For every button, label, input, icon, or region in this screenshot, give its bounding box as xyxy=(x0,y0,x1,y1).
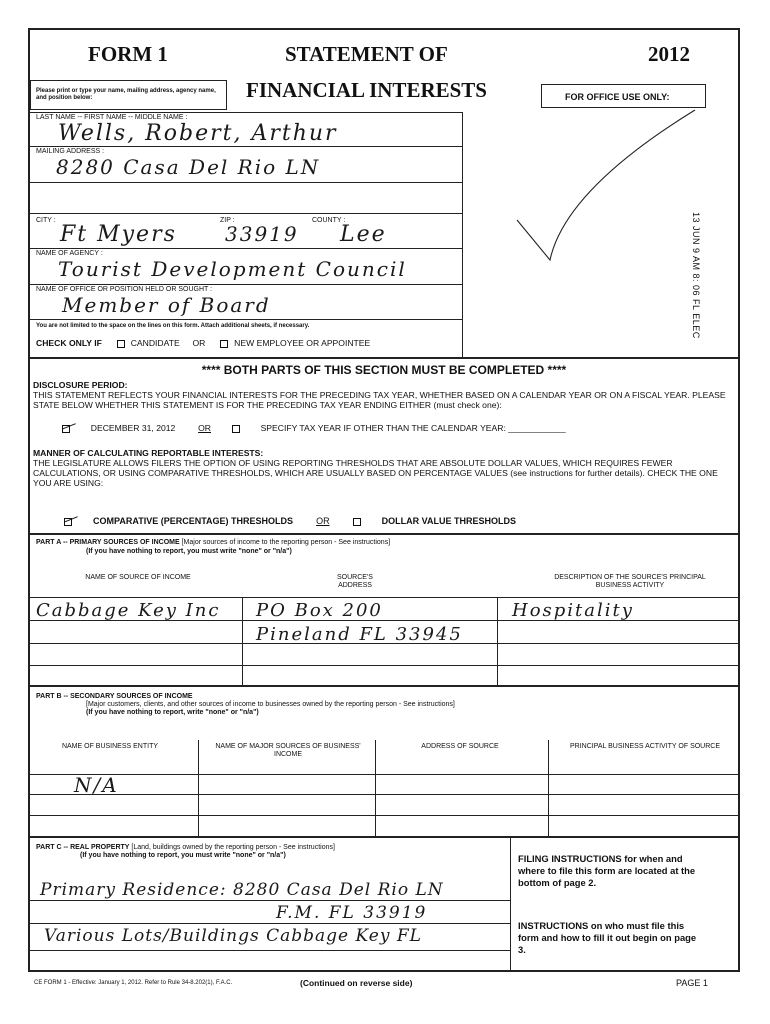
agency-label: NAME OF AGENCY : xyxy=(36,250,103,257)
part-b-col2: NAME OF MAJOR SOURCES OF BUSINESS' INCOME xyxy=(215,743,361,758)
or-label: OR xyxy=(198,423,211,433)
period-text: THIS STATEMENT REFLECTS YOUR FINANCIAL INTERESTS FOR THE PRECEDING TAX YEAR, WHETHER BASED ON A CALENDAR YEAR OR ON A FISCAL YEAR. PLEASE STATE BELOW WHETHER THIS STATEMENT IS FOR THE PRECEDING TAX YEAR ENDING EITHER (must check one): xyxy=(33,390,726,410)
part-b-col4: PRINCIPAL BUSINESS ACTIVITY OF SOURCE xyxy=(570,743,721,750)
col-divider xyxy=(497,597,498,686)
position-value[interactable]: Member of Board xyxy=(62,293,271,317)
part-a-sub: (If you have nothing to report, you must write "none" or "n/a") xyxy=(86,548,292,555)
zip-label: ZIP : xyxy=(220,217,235,224)
rule xyxy=(30,213,463,214)
part-b-heading: PART B -- SECONDARY SOURCES OF INCOME xyxy=(36,693,193,700)
comparative-checkbox[interactable] xyxy=(64,518,72,526)
received-stamp: 13 JUN 9 AM 8: 06 FL ELEC xyxy=(691,212,701,339)
rule xyxy=(30,146,463,147)
or-label: OR xyxy=(316,516,330,526)
part-c-heading: PART C -- REAL PROPERTY xyxy=(36,844,130,851)
agency-value[interactable]: Tourist Development Council xyxy=(58,257,407,281)
part-b-note1: [Major customers, clients, and other sources of income to businesses owned by the reporting person - See instructions] xyxy=(86,701,455,708)
who-must-file-instructions: INSTRUCTIONS on who must file this form and how to fill it out begin on page 3. xyxy=(518,920,697,955)
part-a-col2: SOURCE'S ADDRESS xyxy=(337,574,373,589)
candidate-label: CANDIDATE xyxy=(130,338,180,348)
rule xyxy=(30,685,738,687)
county-value[interactable]: Lee xyxy=(340,222,387,247)
office-use-label: FOR OFFICE USE ONLY: xyxy=(565,92,670,102)
rule xyxy=(30,112,463,113)
rule xyxy=(30,900,510,901)
rule xyxy=(30,665,738,666)
rule xyxy=(30,836,738,838)
rule xyxy=(30,597,738,598)
manner-heading: MANNER OF CALCULATING REPORTABLE INTERESTS: xyxy=(33,448,264,458)
part-c-line1[interactable]: Primary Residence: 8280 Casa Del Rio LN xyxy=(40,880,444,900)
or-label: OR xyxy=(192,338,206,348)
dec-checkbox[interactable] xyxy=(62,425,70,433)
rule xyxy=(30,923,510,924)
part-b-note2: (If you have nothing to report, write "none" or "n/a") xyxy=(86,709,259,716)
rule xyxy=(30,815,738,816)
rule xyxy=(30,774,738,775)
new-employee-label: NEW EMPLOYEE OR APPOINTEE xyxy=(234,338,371,348)
rule xyxy=(30,794,738,795)
period-heading: DISCLOSURE PERIOD: xyxy=(33,380,128,390)
part-a-r1-activity[interactable]: Hospitality xyxy=(512,600,634,621)
check-only-row xyxy=(36,338,370,348)
rule xyxy=(30,950,510,951)
col-divider xyxy=(548,740,549,837)
print-instructions: Please print or type your name, mailing address, agency name, and position below: xyxy=(36,88,216,101)
threshold-options xyxy=(64,516,516,526)
address-value[interactable]: 8280 Casa Del Rio LN xyxy=(56,155,321,179)
dollar-label: DOLLAR VALUE THRESHOLDS xyxy=(381,516,516,526)
footer-form-ref: CE FORM 1 - Effective: January 1, 2012. Refer to Rule 34-8.202(1), F.A.C. xyxy=(34,980,233,986)
filing-instructions: FILING INSTRUCTIONS for when and where to file this form are located at the bottom of page 2. xyxy=(518,853,696,888)
specify-label: SPECIFY TAX YEAR IF OTHER THAN THE CALENDAR YEAR: ____________ xyxy=(260,423,566,433)
part-a-heading: PART A -- PRIMARY SOURCES OF INCOME xyxy=(36,539,180,546)
footer-page: PAGE 1 xyxy=(676,978,708,988)
filer-divider xyxy=(462,112,463,357)
col-divider xyxy=(198,740,199,837)
address-label: MAILING ADDRESS : xyxy=(36,148,105,155)
rule xyxy=(30,248,463,249)
position-label: NAME OF OFFICE OR POSITION HELD OR SOUGHT : xyxy=(36,286,213,293)
city-value[interactable]: Ft Myers xyxy=(60,222,177,247)
office-checkmark xyxy=(505,100,705,280)
limit-note: You are not limited to the space on the lines on this form. Attach additional sheets, if necessary. xyxy=(36,323,310,329)
part-b-col1: NAME OF BUSINESS ENTITY xyxy=(61,743,159,750)
county-label: COUNTY : xyxy=(312,217,346,224)
candidate-checkbox[interactable] xyxy=(117,340,125,348)
name-value[interactable]: Wells, Robert, Arthur xyxy=(58,121,338,146)
specify-checkbox[interactable] xyxy=(232,425,240,433)
part-a-note: [Major sources of income to the reporting person - See instructions] xyxy=(181,539,391,546)
new-employee-checkbox[interactable] xyxy=(220,340,228,348)
name-label: LAST NAME -- FIRST NAME -- MIDDLE NAME : xyxy=(36,114,188,121)
manner-text: THE LEGISLATURE ALLOWS FILERS THE OPTION OF USING REPORTING THRESHOLDS THAT ARE ABSOLUTE DOLLAR VALUES, WHICH REQUIRES FEWER CALCULATIONS, OR USING COMPARATIVE THRESHOLDS, WHICH ARE USUALLY BASED ON PERCENTAGE VALUES (see instructions for further details). CHECK THE ONE YOU ARE USING: xyxy=(33,458,718,488)
title-line2: FINANCIAL INTERESTS xyxy=(246,78,487,102)
part-c-header xyxy=(36,844,335,852)
part-c-sub: (If you have nothing to report, you must write "none" or "n/a") xyxy=(80,852,286,859)
form-year: 2012 xyxy=(648,42,690,66)
section-rule xyxy=(30,357,738,359)
dec-label: DECEMBER 31, 2012 xyxy=(90,423,176,433)
rule xyxy=(30,182,463,183)
col-divider xyxy=(375,740,376,837)
comparative-label: COMPARATIVE (PERCENTAGE) THRESHOLDS xyxy=(93,516,294,526)
part-a-rule xyxy=(30,533,738,535)
part-a-r2-address[interactable]: Pineland FL 33945 xyxy=(256,624,463,645)
rule xyxy=(30,284,463,285)
title-line1: STATEMENT OF xyxy=(285,42,448,66)
part-c-note: [Land, buildings owned by the reporting person - See instructions] xyxy=(131,844,335,851)
col-divider xyxy=(242,597,243,686)
check-only-label: CHECK ONLY IF xyxy=(36,338,102,348)
zip-value[interactable]: 33919 xyxy=(225,222,299,246)
dollar-checkbox[interactable] xyxy=(353,518,361,526)
part-b-col3: ADDRESS OF SOURCE xyxy=(421,743,499,750)
rule xyxy=(30,319,463,320)
part-a-r1-name[interactable]: Cabbage Key Inc xyxy=(36,600,221,621)
both-parts-banner: **** BOTH PARTS OF THIS SECTION MUST BE COMPLETED **** xyxy=(201,363,567,377)
part-c-line3[interactable]: Various Lots/Buildings Cabbage Key FL xyxy=(44,926,422,946)
part-c-line2[interactable]: F.M. FL 33919 xyxy=(276,903,428,923)
footer-continued: (Continued on reverse side) xyxy=(300,978,413,988)
part-b-entry[interactable]: N/A xyxy=(74,773,119,797)
part-a-col1: NAME OF SOURCE OF INCOME xyxy=(85,574,191,581)
part-a-r1-address[interactable]: PO Box 200 xyxy=(256,600,383,621)
part-a-header xyxy=(36,539,390,547)
city-label: CITY : xyxy=(36,217,56,224)
form-label: FORM 1 xyxy=(88,42,168,66)
part-a-col3: DESCRIPTION OF THE SOURCE'S PRINCIPAL BUSINESS ACTIVITY xyxy=(554,574,706,589)
period-options xyxy=(62,423,566,433)
part-c-divider xyxy=(510,837,511,971)
